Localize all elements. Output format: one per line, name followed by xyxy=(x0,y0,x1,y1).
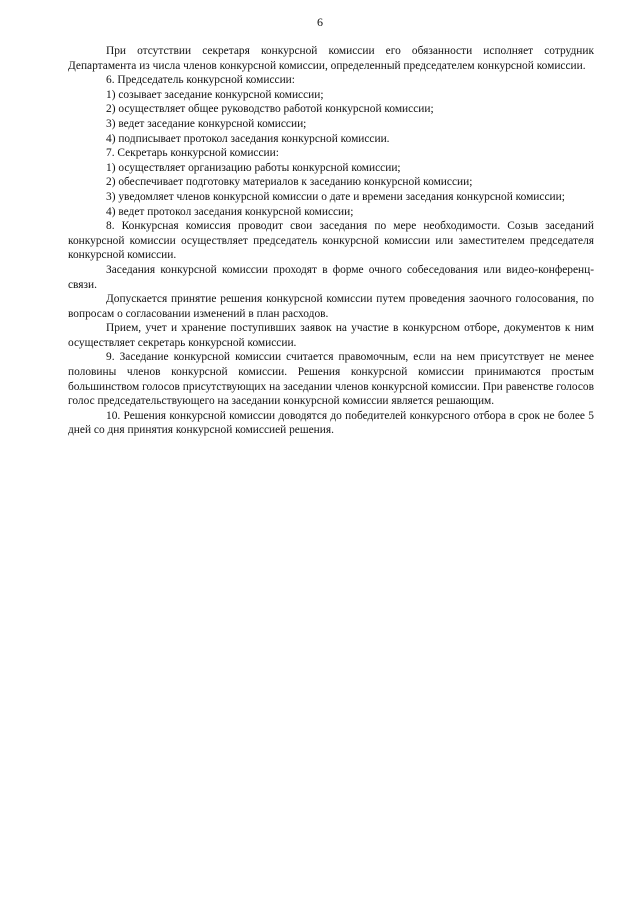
paragraph-item-9: 9. Заседание конкурсной комиссии считается правомочным, если на нем присутствует не менее половины членов конкурсной комиссии. Решения конкурсной комиссии принимаются простым большинством голосов присутствующих на заседании членов конкурсной комиссии. При равенстве голосов голос председательствующего на заседании конкурсной комиссии является решающим. xyxy=(68,351,594,408)
paragraph-item-10: 10. Решения конкурсной комиссии доводятся до победителей конкурсного отбора в срок не более 5 дней со дня принятия конкурсной комиссией решения. xyxy=(68,409,594,437)
paragraph-item-7-4: 4) ведет протокол заседания конкурсной комиссии; xyxy=(106,205,354,218)
paragraph-meeting-format: Заседания конкурсной комиссии проходят в форме очного собеседования или видео-конференц-связи. xyxy=(68,263,594,291)
page-number: 6 xyxy=(317,15,323,29)
paragraph-item-6-1: 1) созывает заседание конкурсной комиссии; xyxy=(106,88,324,101)
paragraph-applications-handling: Прием, учет и хранение поступивших заявок на участие в конкурсном отборе, документов к ним осуществляет секретарь конкурсной комиссии. xyxy=(68,322,594,349)
paragraph-item-7-heading: 7. Секретарь конкурсной комиссии: xyxy=(106,147,279,160)
paragraph-item-6-2: 2) осуществляет общее руководство работой конкурсной комиссии; xyxy=(106,103,434,116)
paragraph-secretary-absence: При отсутствии секретаря конкурсной комиссии его обязанности исполняет сотрудник Департамента из числа членов конкурсной комиссии, определенный председателем конкурсной комиссии. xyxy=(68,45,594,72)
paragraph-item-6-4: 4) подписывает протокол заседания конкурсной комиссии. xyxy=(106,132,390,145)
paragraph-item-7-1: 1) осуществляет организацию работы конкурсной комиссии; xyxy=(106,161,401,174)
paragraph-item-8: 8. Конкурсная комиссия проводит свои заседания по мере необходимости. Созыв заседаний конкурсной комиссии осуществляет председатель конкурсной комиссии или заместителем председателя конкурсной комиссии. xyxy=(68,220,594,262)
paragraph-item-7-2: 2) обеспечивает подготовку материалов к заседанию конкурсной комиссии; xyxy=(106,176,473,189)
paragraph-item-6-3: 3) ведет заседание конкурсной комиссии; xyxy=(106,117,307,130)
paragraph-item-6-heading: 6. Председатель конкурсной комиссии: xyxy=(106,74,295,87)
paragraph-item-7-3: 3) уведомляет членов конкурсной комиссии о дате и времени заседания конкурсной комиссии; xyxy=(106,190,565,203)
paragraph-absentee-voting: Допускается принятие решения конкурсной комиссии путем проведения заочного голосования, по вопросам о согласовании изменений в план расходов. xyxy=(68,293,594,320)
document-body xyxy=(68,44,594,438)
